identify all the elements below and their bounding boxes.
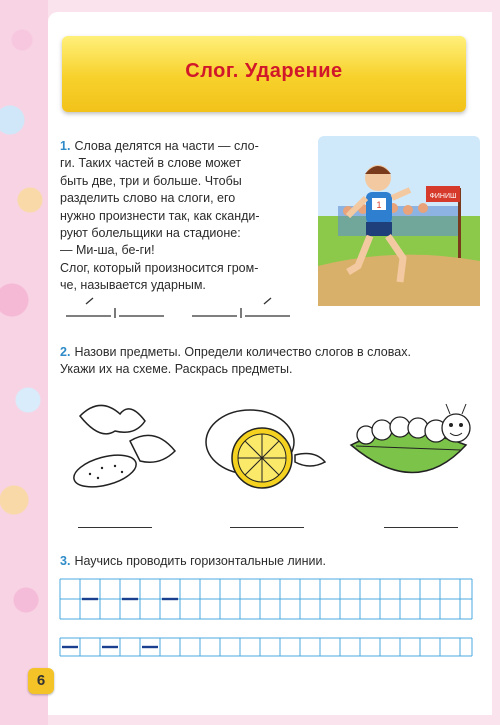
page-number: 6 [28,668,54,694]
syllable-schema-2 [192,296,302,320]
answer-line[interactable] [384,527,458,528]
task-3-instruction: Научись проводить горизонтальные линии. [74,554,326,568]
runner-illustration [318,136,480,306]
caterpillar-picture [346,400,476,500]
lemon-picture [200,400,330,500]
task-1-line: руют болельщики на стадионе: [60,226,241,241]
task-1-line: Слог, который произносится гром- [60,260,259,275]
page-title: Слог. Ударение [185,60,343,82]
finish-flag-text: ФИНИШ [429,193,457,200]
runner-number: 1 [376,200,382,210]
task-1-line: ги. Таких частей в слове может [60,156,242,171]
task-1-line: нужно произнести так, как сканди- [60,208,260,223]
task-1-line: че, называется ударным. [60,278,206,293]
decorative-swirl-border [0,0,48,725]
task-1-line: разделить слово на слоги, его [60,191,236,206]
writing-grid-row-1[interactable] [56,577,476,621]
task-2-number: 2. [60,345,71,359]
task-1-text [60,138,310,295]
task-2-line: Назови предметы. Определи количество слогов в словах. [74,345,411,359]
task-2-line: Укажи их на схеме. Раскрась предметы. [60,362,293,377]
task-1-line: Слова делятся на части — сло- [74,139,259,153]
cucumber-picture [60,396,180,496]
task-1-line: быть две, три и больше. Чтобы [60,173,242,188]
answer-line[interactable] [78,527,152,528]
task-1-line: — Ми-ша, бе-ги! [60,243,155,258]
task-2-text [60,344,480,379]
task-1-number: 1. [60,139,71,153]
writing-grid-row-2[interactable] [56,636,476,658]
answer-line[interactable] [230,527,304,528]
syllable-schema-1 [66,296,176,320]
task-3-number: 3. [60,554,71,568]
task-3-text [60,553,480,570]
title-banner [62,36,466,112]
